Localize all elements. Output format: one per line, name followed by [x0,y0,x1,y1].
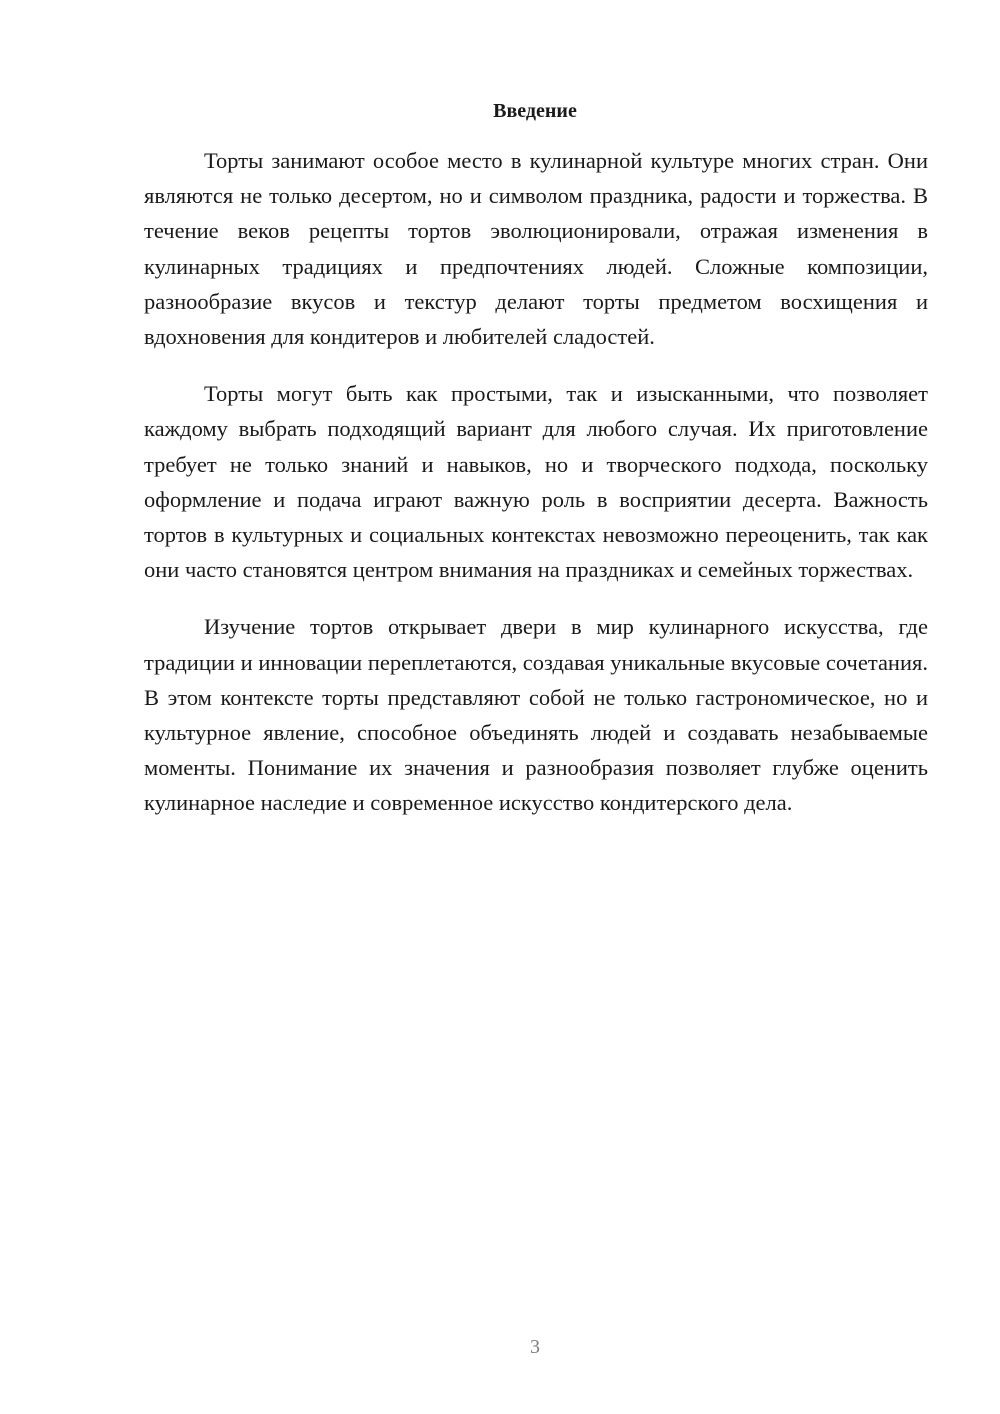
paragraph-1: Торты занимают особое место в кулинарной культуре многих стран. Они являются не только десертом, но и символом праздника, радости и торжества. В течение веков рецепты тортов эволюционировали, отражая изменения в кулинарных традициях и предпочтениях людей. Сложные композиции, разнообразие вкусов и текстур делают торты предметом восхищения и вдохновения для кондитеров и любителей сладостей. [144,148,928,350]
section-heading: Введение [493,100,577,122]
paragraph-2: Торты могут быть как простыми, так и изысканными, что позволяет каждому выбрать подходящий вариант для любого случая. Их приготовление требует не только знаний и навыков, но и творческого подхода, поскольку оформление и подача играют важную роль в восприятии десерта. Важность тортов в культурных и социальных контекстах невозможно переоценить, так как они часто становятся центром внимания на праздниках и семейных торжествах. [144,381,928,583]
document-body [144,143,928,843]
paragraph-3: Изучение тортов открывает двери в мир кулинарного искусства, где традиции и инновации переплетаются, создавая уникальные вкусовые сочетания. В этом контексте торты представляют собой не только гастрономическое, но и культурное явление, способное объединять людей и создавать незабываемые моменты. Понимание их значения и разнообразия позволяет глубже оценить кулинарное наследие и современное искусство кондитерского дела. [144,614,928,816]
page-number: 3 [530,1336,540,1358]
